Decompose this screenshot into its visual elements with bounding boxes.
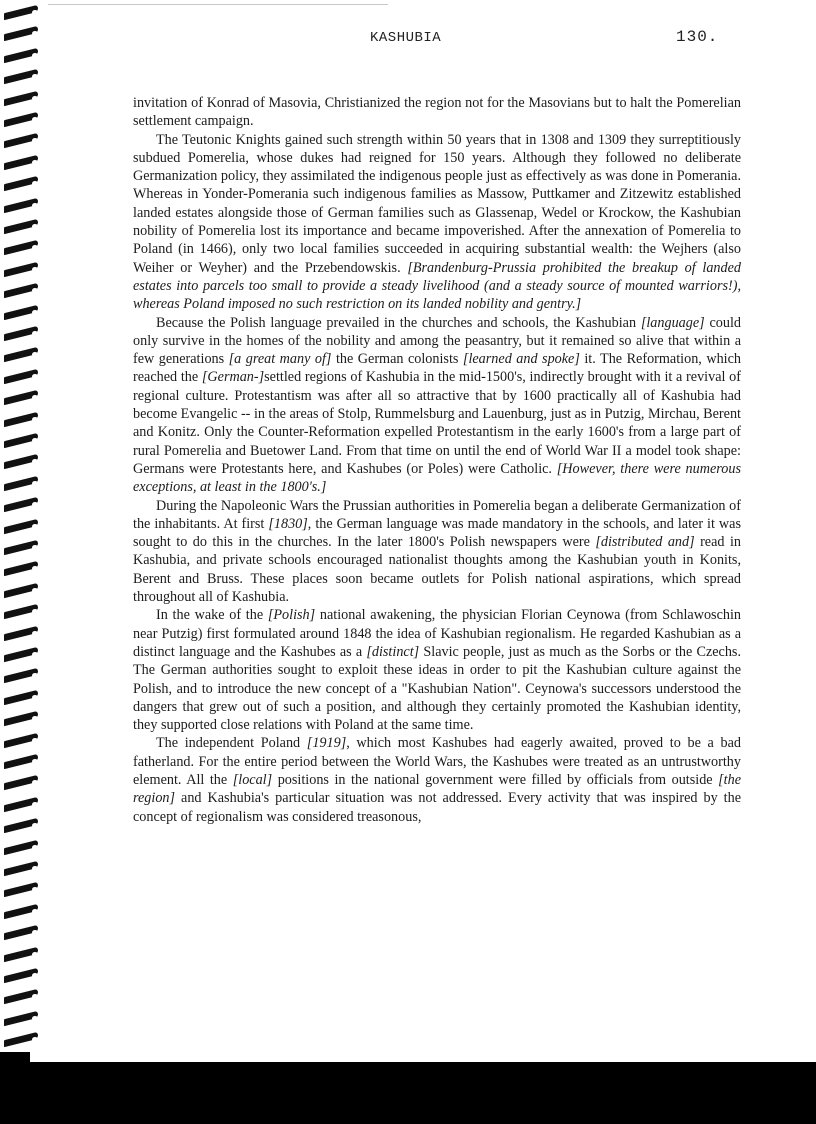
editor-note: [1919] [306, 735, 347, 752]
editor-note: [German-] [201, 369, 265, 386]
text-run: settled regions of Kashubia in the mid-1500's, indirectly brought with it a revival of regional culture. Protestantism was after all so attractive that by 1600 practically all of Kashubia had become Evangelic -- in the areas of Stolp, Rummelsburg and Lauenburg, just as in Putzig, Mirchau, Berent and Konitz. Only the Counter-Reformation expelled Protestantism in the early 1600's from a large part of rural Pomerelia and Buetower Land. From that time on until the end of World War II a model took shape: Germans were Protestants here, and Kashubes (or Poles) were Catholic. [133, 369, 741, 477]
spiral-coil [4, 584, 42, 598]
editor-note: [language] [640, 314, 705, 331]
spiral-coil [4, 841, 42, 855]
text-run: invitation of Konrad of Masovia, Christianized the region not for the Masovians but to halt the Pomerelian settlement campaign. [133, 95, 741, 130]
editor-note: [Polish] [267, 607, 316, 624]
spiral-coil [4, 1033, 42, 1047]
spiral-coil [4, 819, 42, 833]
editor-note: [local] [232, 771, 273, 788]
text-run: , which most Kashubes had eagerly awaited, proved to be a bad fatherland. For the entire period between the World Wars, the Kashubes were treated as an untrustworthy element. All the [133, 735, 741, 788]
editor-note: [distributed and] [595, 534, 695, 551]
spiral-coil [4, 1012, 42, 1026]
spiral-coil [4, 541, 42, 555]
spiral-coil [4, 948, 42, 962]
spiral-coil [4, 113, 42, 127]
spiral-coil [4, 605, 42, 619]
paragraph [133, 734, 741, 825]
spiral-coil [4, 734, 42, 748]
spiral-coil [4, 648, 42, 662]
spiral-coil [4, 434, 42, 448]
text-run: , the German language was made mandatory in the schools, and later it was sought to do this in the churches. In the later 1800's Polish newspapers were [133, 515, 741, 551]
spiral-coil [4, 199, 42, 213]
scan-bottom-shadow [0, 1062, 816, 1124]
spiral-coil [4, 776, 42, 790]
paragraph [133, 314, 741, 497]
spiral-coil [4, 477, 42, 491]
spiral-coil [4, 969, 42, 983]
body-text [133, 94, 741, 826]
paragraph [133, 606, 741, 734]
spiral-coil [4, 669, 42, 683]
spiral-coil [4, 498, 42, 512]
editor-note: [1830] [268, 515, 308, 532]
spiral-coil [4, 241, 42, 255]
text-run: In the wake of the [156, 607, 268, 624]
text-run: The Teutonic Knights gained such strength within 50 years that in 1308 and 1309 they surreptitiously subdued Pomerelia, whose dukes had reigned for 150 years. Although they followed no deliberate Germanization policy, they assimilated the indigenous people just as effectively as was done in Pomerania. Whereas in Yonder-Pomerania such indigenous families as Massow, Puttkamer and Zitzewitz established landed estates alongside those of German families such as Glassenap, Wedel or Krockow, the Kashubian nobility of Pomerelia lost its importance and became impoverished. After the annexation of Pomerelia to Poland (in 1466), only two local families succeeded in acquiring substantial wealth: the Wejhers (also Weiher or Weyher) and the Przebendowskis. [133, 131, 741, 276]
paragraph [133, 94, 741, 131]
spiral-coil [4, 990, 42, 1004]
spiral-coil [4, 348, 42, 362]
spiral-binding [0, 0, 48, 1060]
spiral-coil [4, 905, 42, 919]
text-run: it. The Reformation, which reached the [133, 351, 741, 386]
spiral-coil [4, 220, 42, 234]
spiral-coil [4, 520, 42, 534]
editor-note: [distinct] [366, 643, 420, 660]
text-run: read in Kashubia, and private schools encouraged nationalist thoughts among the Kashubian youth in Konits, Berent and Bruss. These places soon became outlets for Polish national aspirations, which spread throughout all of Kashubia. [133, 534, 741, 606]
editor-note: [the region] [133, 771, 741, 807]
text-run: Because the Polish language prevailed in the churches and schools, the Kashubian [156, 314, 641, 331]
page-header [0, 30, 816, 52]
text-run: and Kashubia's particular situation was not addressed. Every activity that was inspired by the concept of regionalism was considered treasonous, [133, 790, 741, 825]
spiral-coil [4, 284, 42, 298]
spiral-coil [4, 627, 42, 641]
spiral-coil [4, 6, 42, 20]
editor-note: [learned and spoke] [462, 351, 580, 368]
paragraph [133, 497, 741, 607]
text-run: the German colonists [331, 351, 463, 368]
page-number: 130. [676, 28, 719, 46]
running-head: KASHUBIA [370, 30, 442, 46]
text-run: Slavic people, just as much as the Sorbs or the Czechs. The German authorities sought to exploit these ideas in order to pit the Kashubian culture against the Polish, and to introduce the new concept of a "Kashubian Nation". Ceynowa's successors understood the dangers that grew out of such a position, and although they certainly promoted the Kashubian identity, they supported close relations with Poland at the same time. [133, 643, 741, 734]
text-run: During the Napoleonic Wars the Prussian authorities in Pomerelia began a deliberate Germanization of the inhabitants. At first [133, 497, 741, 532]
spiral-coil [4, 306, 42, 320]
spiral-coil [4, 455, 42, 469]
spiral-coil [4, 862, 42, 876]
spiral-coil [4, 883, 42, 897]
spiral-coil [4, 562, 42, 576]
spiral-coil [4, 92, 42, 106]
text-run: could only survive in the homes of the nobility and among the peasantry, but it remained so alive that within a few generations [133, 314, 741, 368]
spiral-coil [4, 712, 42, 726]
text-run: positions in the national government were filled by officials from outside [272, 771, 719, 788]
spiral-coil [4, 134, 42, 148]
paragraph [133, 131, 741, 314]
spiral-coil [4, 70, 42, 84]
spiral-coil [4, 327, 42, 341]
spiral-coil [4, 391, 42, 405]
spiral-coil [4, 926, 42, 940]
text-run: national awakening, the physician Florian Ceynowa (from Schlawoschin near Putzig) first formulated around 1848 the idea of Kashubian regionalism. He regarded Kashubian as a distinct language and the Kashubes as a [133, 607, 741, 660]
editor-note: [However, there were numerous exceptions, at least in the 1800's.] [133, 460, 741, 496]
spiral-coil [4, 156, 42, 170]
editor-note: [Brandenburg-Prussia prohibited the breakup of landed estates into parcels too small to provide a steady livelihood (and a steady source of mounted warriors!), whereas Poland imposed no such restriction on its landed nobility and gentry.] [133, 259, 741, 313]
spiral-coil [4, 413, 42, 427]
spiral-coil [4, 755, 42, 769]
spiral-coil [4, 177, 42, 191]
editor-note: [a great many of] [228, 351, 332, 368]
spiral-coil [4, 691, 42, 705]
spiral-coil [4, 263, 42, 277]
text-run: The independent Poland [156, 735, 307, 752]
spiral-coil [4, 370, 42, 384]
spiral-coil [4, 798, 42, 812]
scan-top-rule [48, 4, 388, 5]
